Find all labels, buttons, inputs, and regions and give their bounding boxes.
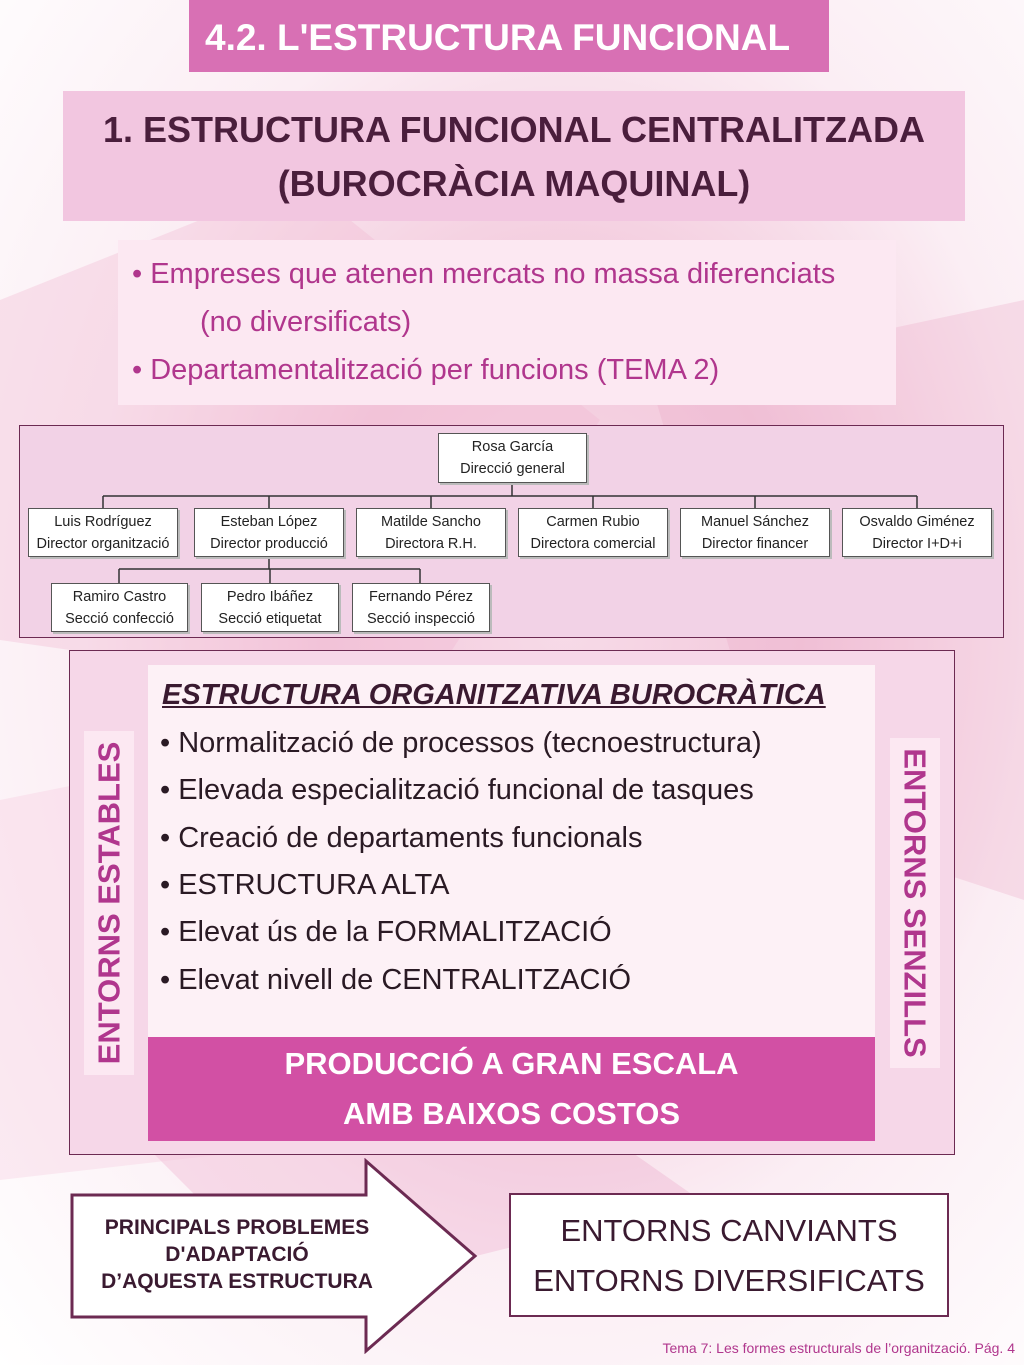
org-node-name: Ramiro Castro bbox=[72, 589, 167, 605]
subtitle-box bbox=[63, 91, 965, 221]
org-node-director bbox=[518, 508, 668, 557]
org-node-root bbox=[438, 433, 587, 483]
footer-text: Tema 7: Les formes estructurals de l’organització. Pág. 4 bbox=[662, 1340, 1015, 1356]
vertical-text-left: ENTORNS ESTABLES bbox=[91, 741, 127, 1065]
org-node-role: Director producció bbox=[210, 536, 328, 552]
vertical-text-right: ENTORNS SENZILLS bbox=[898, 748, 933, 1058]
list-item: • Normalització de processos (tecnoestructura) bbox=[160, 727, 762, 759]
list-item: • ESTRUCTURA ALTA bbox=[160, 869, 450, 901]
org-node-name: Carmen Rubio bbox=[546, 514, 640, 530]
org-node-director bbox=[680, 508, 830, 557]
org-node-role: Secció confecció bbox=[65, 611, 174, 627]
bullet-markets-cont: (no diversificats) bbox=[200, 306, 412, 338]
list-item: • Elevat nivell de CENTRALITZACIÓ bbox=[160, 964, 632, 996]
org-node-name: Fernando Pérez bbox=[369, 589, 473, 605]
org-node-name: Osvaldo Giménez bbox=[859, 514, 975, 530]
org-node-director bbox=[842, 508, 992, 557]
list-title: ESTRUCTURA ORGANITZATIVA BUROCRÀTICA bbox=[162, 679, 826, 711]
org-node-role: Direcció general bbox=[460, 461, 565, 477]
environments-line-2: ENTORNS DIVERSIFICATS bbox=[533, 1263, 925, 1298]
problems-text bbox=[82, 1214, 392, 1295]
org-node-role: Secció etiquetat bbox=[218, 611, 322, 627]
characteristics-panel bbox=[69, 650, 955, 1155]
org-node-director bbox=[356, 508, 506, 557]
bureaucratic-structure-list bbox=[148, 665, 875, 1037]
subtitle-line-1: 1. ESTRUCTURA FUNCIONAL CENTRALITZADA bbox=[103, 109, 925, 150]
org-node-role: Director organització bbox=[36, 536, 170, 552]
environments-box bbox=[509, 1193, 949, 1317]
org-node-section bbox=[352, 583, 490, 632]
list-item: • Elevada especialització funcional de tasques bbox=[160, 774, 754, 806]
org-node-name: Matilde Sancho bbox=[381, 514, 481, 530]
production-banner bbox=[148, 1037, 875, 1141]
org-chart bbox=[19, 425, 1004, 638]
org-node-section bbox=[51, 583, 188, 632]
list-item: • Creació de departaments funcionals bbox=[160, 822, 643, 854]
org-node-role: Secció inspecció bbox=[367, 611, 475, 627]
org-node-section bbox=[201, 583, 339, 632]
problems-line-2: D'ADAPTACIÓ bbox=[165, 1243, 309, 1266]
org-node-role: Director financer bbox=[701, 536, 809, 552]
org-node-director bbox=[194, 508, 344, 557]
simple-environments-label bbox=[890, 738, 940, 1068]
stable-environments-label bbox=[84, 731, 134, 1075]
production-line-1: PRODUCCIÓ A GRAN ESCALA bbox=[284, 1046, 739, 1081]
subtitle-line-2: (BUROCRÀCIA MAQUINAL) bbox=[277, 163, 751, 204]
org-node-role: Directora R.H. bbox=[385, 536, 477, 552]
org-node-role: Director I+D+i bbox=[872, 536, 962, 552]
bullet-markets: • Empreses que atenen mercats no massa diferenciats bbox=[132, 258, 836, 290]
environments-line-1: ENTORNS CANVIANTS bbox=[560, 1213, 898, 1248]
org-node-director bbox=[28, 508, 178, 557]
intro-bullets bbox=[118, 240, 896, 405]
org-node-name: Luis Rodríguez bbox=[54, 514, 152, 530]
org-node-role: Directora comercial bbox=[530, 536, 656, 552]
bullet-departments: • Departamentalització per funcions (TEMA 2) bbox=[132, 354, 720, 386]
production-line-2: AMB BAIXOS COSTOS bbox=[342, 1096, 681, 1131]
org-node-name: Manuel Sánchez bbox=[700, 514, 809, 530]
org-node-name: Esteban López bbox=[220, 514, 318, 530]
problems-line-3: D’AQUESTA ESTRUCTURA bbox=[101, 1270, 373, 1293]
slide-title: 4.2. L'ESTRUCTURA FUNCIONAL bbox=[189, 0, 829, 72]
org-node-name: Rosa García bbox=[471, 439, 554, 455]
org-node-name: Pedro Ibáñez bbox=[226, 589, 314, 605]
list-item: • Elevat ús de la FORMALITZACIÓ bbox=[160, 916, 612, 948]
problems-line-1: PRINCIPALS PROBLEMES bbox=[104, 1216, 370, 1239]
